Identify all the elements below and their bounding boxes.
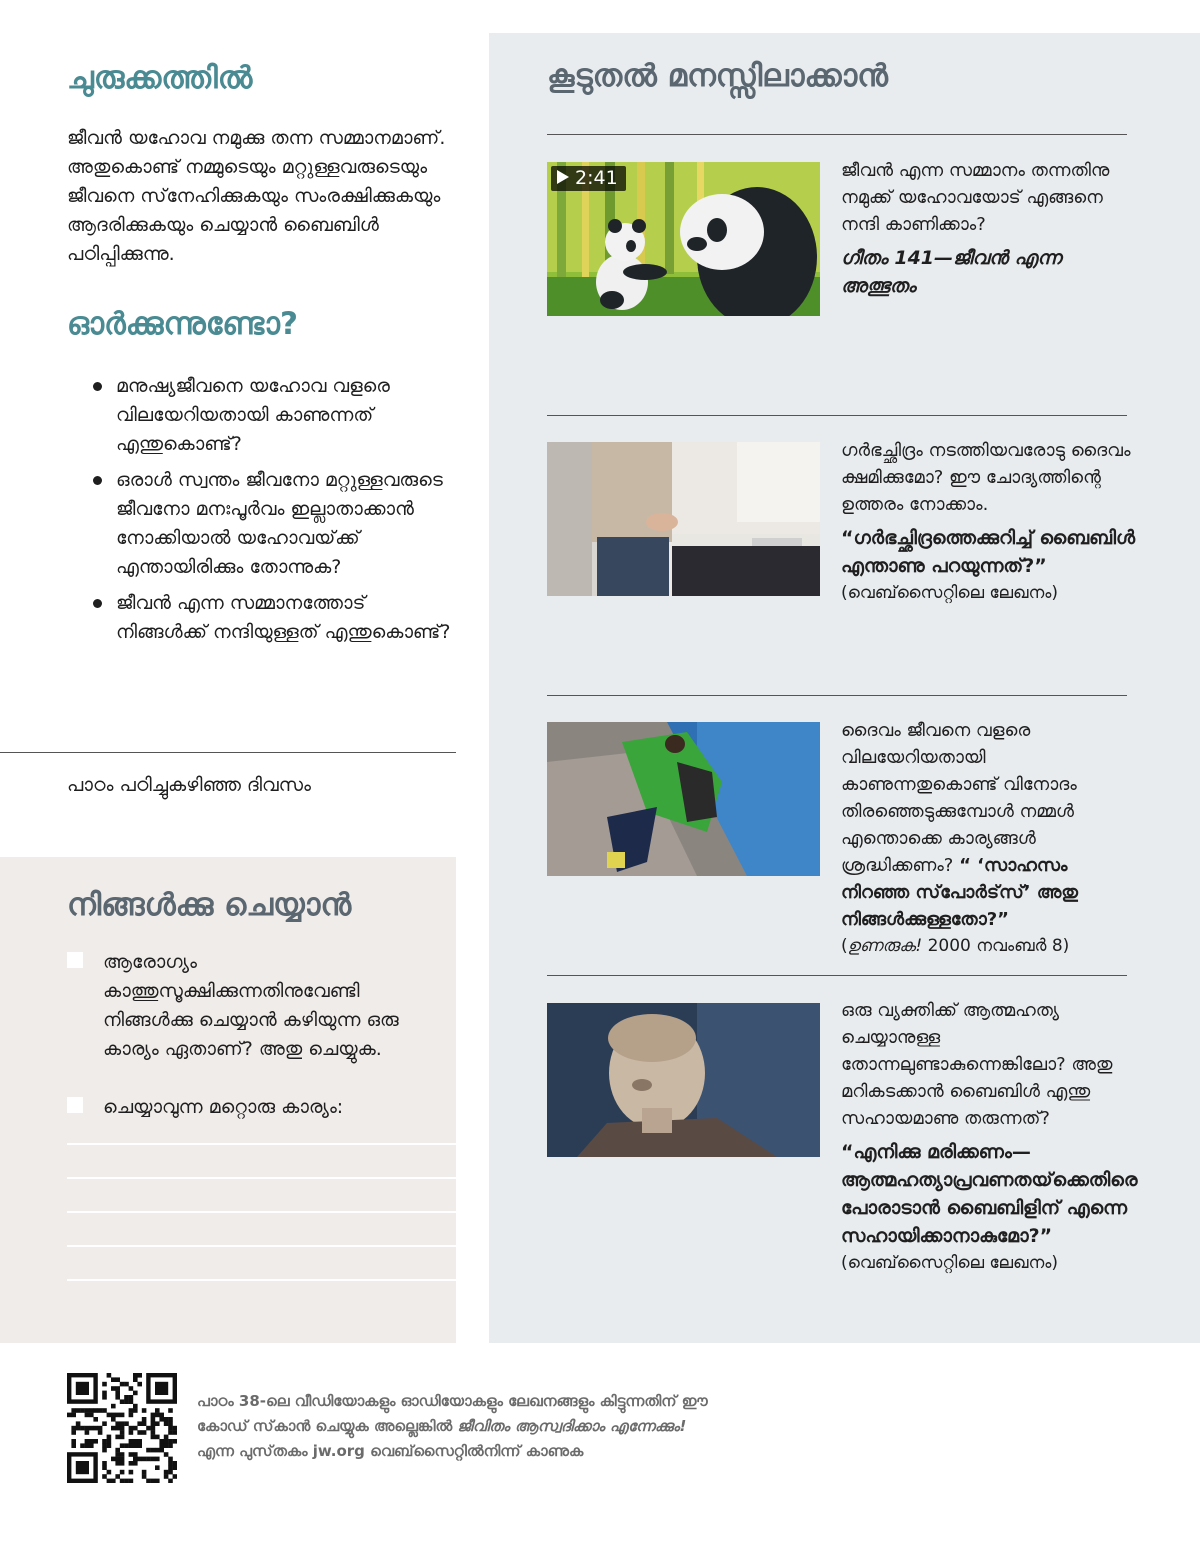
remember-item: മനുഷ്യജീവനെ യഹോവ വളരെ വിലയേറിയതായി കാണുന്നത്‌ എന്തുകൊണ്ട്‌?	[90, 372, 460, 459]
article-thumbnail-statue[interactable]	[547, 1003, 820, 1157]
item-source: (ഉണരുക! 2000 നവംബർ 8)	[841, 936, 1070, 956]
item-title-link[interactable]: “ഗർഭച്ഛിദ്രത്തെക്കുറിച്ച്‌ ബൈബിൾ എന്താണു പറയുന്നത്‌?”	[841, 527, 1136, 577]
learn-more-item	[841, 997, 1136, 1277]
item-title-link[interactable]: “ ‘സാഹസം നിറഞ്ഞ സ്‌പോർട്‌സ്‌’ അതു നിങ്ങൾക്കുള്ളതോ?”	[841, 855, 1078, 930]
remember-item: ജീവൻ എന്ന സമ്മാനത്തോട്‌ നിങ്ങൾക്ക്‌ നന്ദിയുള്ളത്‌ എന്തുകൊണ്ട്‌?	[90, 589, 460, 647]
summary-text: ജീവൻ യഹോവ നമുക്കു തന്ന സമ്മാനമാണ്‌. അതുകൊണ്ട്‌ നമ്മുടെയും മറ്റുള്ളവരുടെയും ജീവനെ സ്‌നേഹിക്കുകയും സംരക്ഷിക്കുകയും ആദരിക്കുകയും ചെയ്യാൻ ബൈബിൾ പഠിപ്പിക്കുന്നു.	[67, 127, 446, 265]
divider	[0, 752, 456, 753]
duration-text: 2:41	[575, 167, 618, 189]
source-publication: ഉണരുക!	[847, 936, 923, 956]
todo-item	[67, 948, 447, 1064]
qr-code-image	[67, 1373, 177, 1483]
item-question	[841, 717, 1136, 933]
item-question: ഗർഭച്ഛിദ്രം നടത്തിയവരോടു ദൈവം ക്ഷമിക്കുമോ? ഈ ചോദ്യത്തിന്റെ ഉത്തരം നോക്കാം.	[841, 440, 1131, 515]
divider	[547, 975, 1127, 976]
woman-bathroom-photo	[547, 442, 820, 596]
qr-code[interactable]	[67, 1373, 177, 1483]
write-line[interactable]	[67, 1279, 456, 1281]
write-line[interactable]	[67, 1245, 456, 1247]
video-thumbnail-pandas[interactable]	[547, 162, 820, 316]
write-line[interactable]	[67, 1143, 456, 1145]
footer-text-a: പാഠം 38-ലെ വീഡിയോകളും ഓഡിയോകളും ലേഖനങ്ങളും കിട്ടുന്നതിന്‌ ഈ കോഡ്‌ സ്‌കാൻ ചെയ്യുക അല്ലെങ്കിൽ	[197, 1392, 708, 1435]
divider	[547, 695, 1127, 696]
todo-text: ആരോഗ്യം കാത്തുസൂക്ഷിക്കുന്നതിനുവേണ്ടി നിങ്ങൾക്കു ചെയ്യാൻ കഴിയുന്ന ഒരു കാര്യം ഏതാണ്‌? അതു ചെയ്യുക.	[103, 951, 399, 1060]
remember-item: ഒരാൾ സ്വന്തം ജീവനോ മറ്റുള്ളവരുടെ ജീവനോ മനഃപൂർവം ഇല്ലാതാക്കാൻ നോക്കിയാൽ യഹോവയ്‌ക്ക്‌ എന്തായിരിക്കും തോന്നുക?	[90, 466, 460, 582]
write-line[interactable]	[67, 1211, 456, 1213]
checkbox[interactable]	[67, 1097, 83, 1113]
write-line[interactable]	[67, 1177, 456, 1179]
item-title-link[interactable]: “എനിക്കു മരിക്കണം—ആത്മഹത്യാപ്രവണതയ്‌ക്കെതിരെ പോരാടാൻ ബൈബിളിന്‌ എന്നെ സഹായിക്കാനാകുമോ?”	[841, 1141, 1138, 1247]
remember-heading: ഓർക്കുന്നുണ്ടോ?	[67, 306, 298, 342]
learn-more-item	[841, 157, 1136, 300]
divider	[547, 415, 1127, 416]
todo-heading: നിങ്ങൾക്കു ചെയ്യാൻ	[67, 887, 352, 923]
todo-text: ചെയ്യാവുന്ന മറ്റൊരു കാര്യം:	[103, 1096, 344, 1118]
footer-text	[197, 1389, 717, 1464]
item-source: (വെബ്‌സൈറ്റിലെ ലേഖനം)	[841, 1253, 1059, 1273]
climber-photo	[547, 722, 820, 876]
remember-list	[90, 372, 460, 654]
book-title: ജീവിതം ആസ്വദിക്കാം എന്നേക്കും!	[457, 1417, 687, 1435]
play-icon	[557, 170, 569, 184]
todo-item	[67, 1093, 447, 1122]
article-thumbnail-climber[interactable]	[547, 722, 820, 876]
item-question-text: ദൈവം ജീവനെ വളരെ വിലയേറിയതായി കാണുന്നതുകൊണ്ട്‌ വിനോദം തിരഞ്ഞെടുക്കുമ്പോൾ നമ്മൾ എന്തൊക്കെ കാര്യങ്ങൾ ശ്രദ്ധിക്കണം?	[841, 720, 1077, 876]
footer-text-b: എന്ന പുസ്‌തകം jw.org വെബ്‌സൈറ്റിൽനിന്ന്‌ കാണുക	[197, 1442, 584, 1460]
item-source: (വെബ്‌സൈറ്റിലെ ലേഖനം)	[841, 583, 1059, 603]
item-question: ജീവൻ എന്ന സമ്മാനം തന്നതിനു നമുക്ക്‌ യഹോവയോട്‌ എങ്ങനെ നന്ദി കാണിക്കാം?	[841, 160, 1110, 235]
summary-heading: ചുരുക്കത്തിൽ	[67, 60, 253, 96]
divider	[547, 134, 1127, 135]
video-duration-badge	[551, 166, 626, 191]
learn-more-item	[841, 717, 1136, 960]
learn-more-item	[841, 437, 1136, 607]
item-question: ഒരു വ്യക്തിക്ക്‌ ആത്മഹത്യ ചെയ്യാനുള്ള തോന്നലുണ്ടാകുന്നെങ്കിലോ? അതു മറികടക്കാൻ ബൈബിൾ എന്തു സഹായമാണു തരുന്നത്‌?	[841, 1000, 1113, 1129]
source-date: 2000 നവംബർ 8)	[922, 936, 1070, 956]
date-label: പാഠം പഠിച്ചുകഴിഞ്ഞ ദിവസം	[67, 774, 311, 796]
statue-illustration	[547, 1003, 820, 1157]
learn-more-heading: കൂടുതൽ മനസ്സിലാക്കാൻ	[547, 58, 888, 94]
checkbox[interactable]	[67, 952, 83, 968]
item-title-link[interactable]: ഗീതം 141—ജീവൻ എന്ന അത്ഭുതം	[841, 247, 1062, 297]
article-thumbnail-woman[interactable]	[547, 442, 820, 596]
